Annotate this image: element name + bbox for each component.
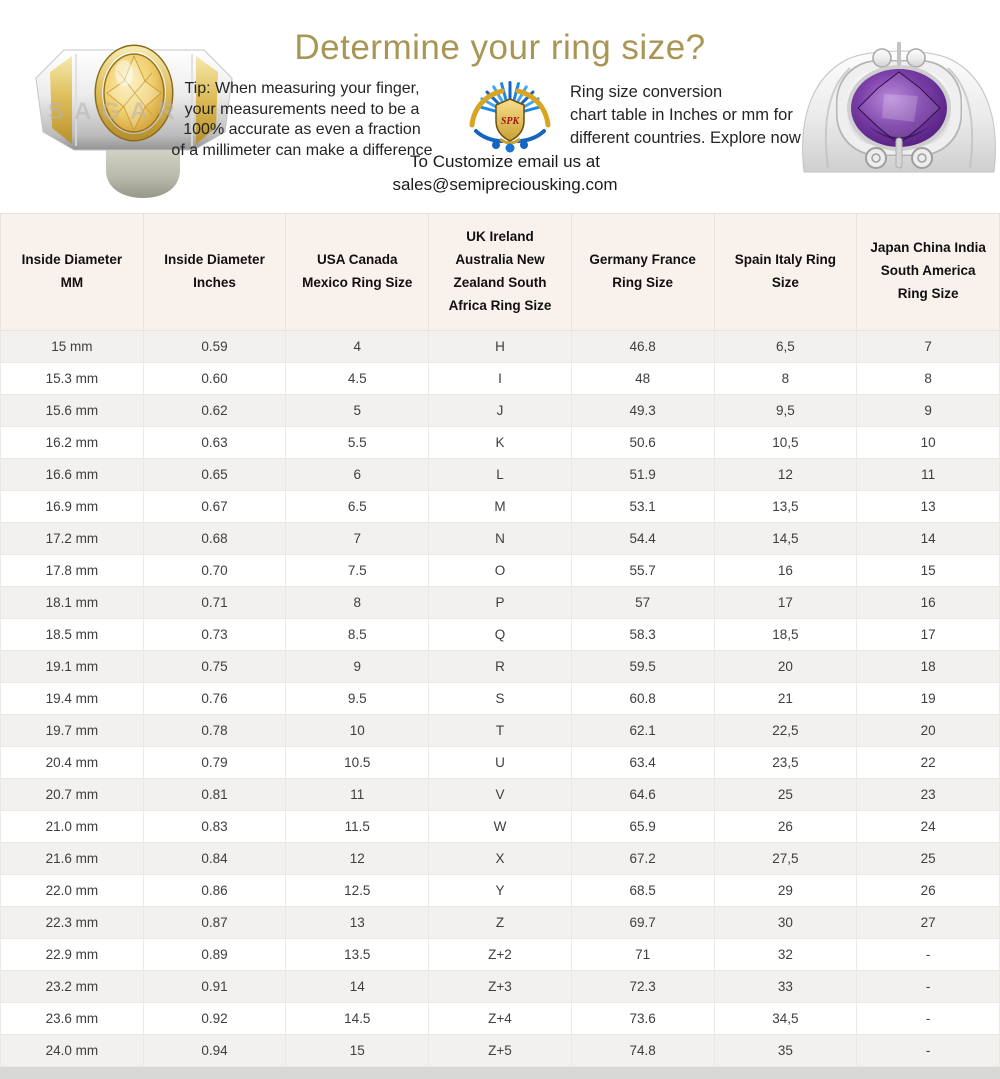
table-cell: Z+3	[429, 970, 572, 1002]
table-cell: 21.6 mm	[1, 842, 144, 874]
table-cell: -	[857, 938, 1000, 970]
table-cell: 8	[286, 586, 429, 618]
table-cell: 63.4	[571, 746, 714, 778]
table-row	[1, 586, 1000, 618]
table-cell: 15	[286, 1034, 429, 1066]
table-cell: X	[429, 842, 572, 874]
table-cell: 0.79	[143, 746, 286, 778]
table-cell: 0.81	[143, 778, 286, 810]
brand-logo-text: SPK	[500, 116, 520, 127]
table-cell: 64.6	[571, 778, 714, 810]
table-cell: 22.9 mm	[1, 938, 144, 970]
table-cell: 59.5	[571, 650, 714, 682]
table-cell: 62.1	[571, 714, 714, 746]
table-cell: 29	[714, 874, 857, 906]
table-cell: 0.76	[143, 682, 286, 714]
table-cell: 55.7	[571, 554, 714, 586]
table-cell: 27,5	[714, 842, 857, 874]
table-cell: 9.5	[286, 682, 429, 714]
table-cell: 0.60	[143, 362, 286, 394]
table-cell: 51.9	[571, 458, 714, 490]
table-cell: Z	[429, 906, 572, 938]
table-cell: 16.9 mm	[1, 490, 144, 522]
table-cell: S	[429, 682, 572, 714]
table-cell: 20	[714, 650, 857, 682]
table-cell: 8	[714, 362, 857, 394]
table-cell: 22.0 mm	[1, 874, 144, 906]
table-cell: 10,5	[714, 426, 857, 458]
table-cell: 69.7	[571, 906, 714, 938]
table-row	[1, 522, 1000, 554]
table-cell: 74.8	[571, 1034, 714, 1066]
column-header: Spain Italy Ring Size	[714, 214, 857, 331]
table-cell: 22,5	[714, 714, 857, 746]
table-cell: 25	[857, 842, 1000, 874]
table-cell: I	[429, 362, 572, 394]
table-cell: 23.2 mm	[1, 970, 144, 1002]
table-cell: T	[429, 714, 572, 746]
table-cell: 60.8	[571, 682, 714, 714]
table-cell: Y	[429, 874, 572, 906]
table-cell: 0.89	[143, 938, 286, 970]
watermark-text: SAGAR	[48, 98, 185, 125]
table-cell: 58.3	[571, 618, 714, 650]
table-cell: 16	[857, 586, 1000, 618]
table-cell: 9	[857, 394, 1000, 426]
table-cell: 30	[714, 906, 857, 938]
table-cell: 0.73	[143, 618, 286, 650]
table-cell: 6,5	[714, 330, 857, 362]
table-cell: 20.7 mm	[1, 778, 144, 810]
table-cell: 0.87	[143, 906, 286, 938]
table-cell: 48	[571, 362, 714, 394]
table-cell: W	[429, 810, 572, 842]
table-cell: 21	[714, 682, 857, 714]
table-header-row	[1, 214, 1000, 331]
table-cell: 13	[286, 906, 429, 938]
table-cell: 65.9	[571, 810, 714, 842]
table-cell: 26	[714, 810, 857, 842]
table-cell: -	[857, 970, 1000, 1002]
table-cell: 49.3	[571, 394, 714, 426]
tip-line: your measurements need to be a	[184, 100, 420, 118]
table-cell: 24.0 mm	[1, 1034, 144, 1066]
table-cell: 13	[857, 490, 1000, 522]
table-cell: 14	[857, 522, 1000, 554]
table-row	[1, 938, 1000, 970]
tip-line: of a millimeter can make a difference	[171, 141, 433, 159]
table-cell: 50.6	[571, 426, 714, 458]
table-row	[1, 458, 1000, 490]
tip-line: Tip: When measuring your finger,	[184, 80, 420, 97]
table-cell: 10	[286, 714, 429, 746]
table-cell: 8	[857, 362, 1000, 394]
table-cell: 16.6 mm	[1, 458, 144, 490]
table-cell: 0.92	[143, 1002, 286, 1034]
table-cell: 53.1	[571, 490, 714, 522]
table-cell: H	[429, 330, 572, 362]
table-cell: 19.4 mm	[1, 682, 144, 714]
table-row	[1, 650, 1000, 682]
table-cell: 16.2 mm	[1, 426, 144, 458]
table-cell: 0.91	[143, 970, 286, 1002]
column-header: UK Ireland Australia New Zealand South Africa Ring Size	[429, 214, 572, 331]
table-cell: 0.84	[143, 842, 286, 874]
table-row	[1, 1034, 1000, 1066]
table-cell: N	[429, 522, 572, 554]
promo-line: Ring size conversion	[570, 83, 723, 101]
table-cell: M	[429, 490, 572, 522]
table-row	[1, 490, 1000, 522]
table-cell: L	[429, 458, 572, 490]
table-cell: 20	[857, 714, 1000, 746]
table-cell: 18.1 mm	[1, 586, 144, 618]
table-cell: 0.83	[143, 810, 286, 842]
table-cell: 17	[714, 586, 857, 618]
column-header: Germany France Ring Size	[571, 214, 714, 331]
table-row	[1, 1002, 1000, 1034]
table-cell: 23,5	[714, 746, 857, 778]
table-row	[1, 362, 1000, 394]
table-cell: 32	[714, 938, 857, 970]
table-row	[1, 618, 1000, 650]
table-cell: 19.7 mm	[1, 714, 144, 746]
table-cell: 15 mm	[1, 330, 144, 362]
table-cell: 11	[857, 458, 1000, 490]
table-cell: 0.63	[143, 426, 286, 458]
table-cell: 24	[857, 810, 1000, 842]
table-cell: 0.65	[143, 458, 286, 490]
table-cell: 23	[857, 778, 1000, 810]
table-cell: 7	[857, 330, 1000, 362]
table-row	[1, 554, 1000, 586]
table-cell: Z+4	[429, 1002, 572, 1034]
tip-line: 100% accurate as even a fraction	[183, 121, 421, 138]
table-cell: 15.6 mm	[1, 394, 144, 426]
table-cell: 34,5	[714, 1002, 857, 1034]
table-cell: 10.5	[286, 746, 429, 778]
table-cell: 27	[857, 906, 1000, 938]
table-cell: 33	[714, 970, 857, 1002]
table-cell: 0.94	[143, 1034, 286, 1066]
table-row	[1, 682, 1000, 714]
bottom-bar	[0, 1067, 1000, 1079]
column-header: USA Canada Mexico Ring Size	[286, 214, 429, 331]
table-cell: 12.5	[286, 874, 429, 906]
page-title: Determine your ring size?	[294, 28, 706, 67]
table-body	[1, 330, 1000, 1066]
table-cell: R	[429, 650, 572, 682]
table-cell: 15.3 mm	[1, 362, 144, 394]
table-cell: 5.5	[286, 426, 429, 458]
table-cell: 57	[571, 586, 714, 618]
table-cell: 20.4 mm	[1, 746, 144, 778]
promo-line: different countries. Explore now	[570, 129, 801, 147]
table-row	[1, 842, 1000, 874]
table-cell: 4	[286, 330, 429, 362]
tip-text	[128, 79, 476, 161]
table-cell: 0.59	[143, 330, 286, 362]
table-cell: 14,5	[714, 522, 857, 554]
table-cell: 18.5 mm	[1, 618, 144, 650]
table-cell: -	[857, 1034, 1000, 1066]
table-cell: P	[429, 586, 572, 618]
table-cell: 71	[571, 938, 714, 970]
table-cell: O	[429, 554, 572, 586]
table-cell: 14.5	[286, 1002, 429, 1034]
table-cell: 19	[857, 682, 1000, 714]
table-cell: 7	[286, 522, 429, 554]
table-row	[1, 746, 1000, 778]
table-cell: 17.2 mm	[1, 522, 144, 554]
table-cell: 72.3	[571, 970, 714, 1002]
table-cell: K	[429, 426, 572, 458]
table-cell: -	[857, 1002, 1000, 1034]
table-cell: J	[429, 394, 572, 426]
table-cell: Q	[429, 618, 572, 650]
table-cell: 19.1 mm	[1, 650, 144, 682]
table-cell: 5	[286, 394, 429, 426]
table-cell: 18,5	[714, 618, 857, 650]
table-cell: U	[429, 746, 572, 778]
table-row	[1, 426, 1000, 458]
email-address: sales@semipreciousking.com	[392, 175, 618, 194]
promo-line: chart table in Inches or mm for	[570, 106, 793, 124]
table-cell: 8.5	[286, 618, 429, 650]
table-cell: 0.86	[143, 874, 286, 906]
table-row	[1, 394, 1000, 426]
column-header: Japan China India South America Ring Size	[857, 214, 1000, 331]
table-cell: 0.75	[143, 650, 286, 682]
table-cell: 25	[714, 778, 857, 810]
table-row	[1, 330, 1000, 362]
table-cell: 0.68	[143, 522, 286, 554]
header-banner	[0, 0, 1000, 213]
table-cell: Z+5	[429, 1034, 572, 1066]
contact-text	[295, 150, 715, 196]
contact-line: To Customize email us at	[410, 152, 600, 171]
table-cell: 0.62	[143, 394, 286, 426]
table-cell: 73.6	[571, 1002, 714, 1034]
table-cell: 0.70	[143, 554, 286, 586]
table-cell: 35	[714, 1034, 857, 1066]
table-row	[1, 874, 1000, 906]
table-row	[1, 810, 1000, 842]
table-cell: 6.5	[286, 490, 429, 522]
table-cell: 22	[857, 746, 1000, 778]
table-cell: 0.78	[143, 714, 286, 746]
table-row	[1, 714, 1000, 746]
ring-size-table	[0, 213, 1000, 1067]
table-cell: 6	[286, 458, 429, 490]
table-row	[1, 970, 1000, 1002]
table-cell: Z+2	[429, 938, 572, 970]
table-cell: 67.2	[571, 842, 714, 874]
table-cell: 13,5	[714, 490, 857, 522]
table-cell: 4.5	[286, 362, 429, 394]
table-cell: 21.0 mm	[1, 810, 144, 842]
table-cell: 54.4	[571, 522, 714, 554]
table-cell: 17	[857, 618, 1000, 650]
table-cell: 11	[286, 778, 429, 810]
table-cell: 14	[286, 970, 429, 1002]
table-cell: V	[429, 778, 572, 810]
table-cell: 0.71	[143, 586, 286, 618]
table-cell: 9,5	[714, 394, 857, 426]
table-cell: 15	[857, 554, 1000, 586]
table-cell: 68.5	[571, 874, 714, 906]
brand-logo-icon	[462, 73, 558, 153]
table-cell: 18	[857, 650, 1000, 682]
table-cell: 7.5	[286, 554, 429, 586]
table-cell: 22.3 mm	[1, 906, 144, 938]
table-cell: 13.5	[286, 938, 429, 970]
table-cell: 12	[714, 458, 857, 490]
column-header: Inside Diameter MM	[1, 214, 144, 331]
table-cell: 9	[286, 650, 429, 682]
table-cell: 11.5	[286, 810, 429, 842]
promo-text	[570, 81, 801, 150]
table-cell: 16	[714, 554, 857, 586]
table-row	[1, 778, 1000, 810]
table-cell: 23.6 mm	[1, 1002, 144, 1034]
table-cell: 0.67	[143, 490, 286, 522]
table-cell: 12	[286, 842, 429, 874]
table-cell: 46.8	[571, 330, 714, 362]
column-header: Inside Diameter Inches	[143, 214, 286, 331]
table-cell: 26	[857, 874, 1000, 906]
table-cell: 17.8 mm	[1, 554, 144, 586]
table-row	[1, 906, 1000, 938]
table-cell: 10	[857, 426, 1000, 458]
